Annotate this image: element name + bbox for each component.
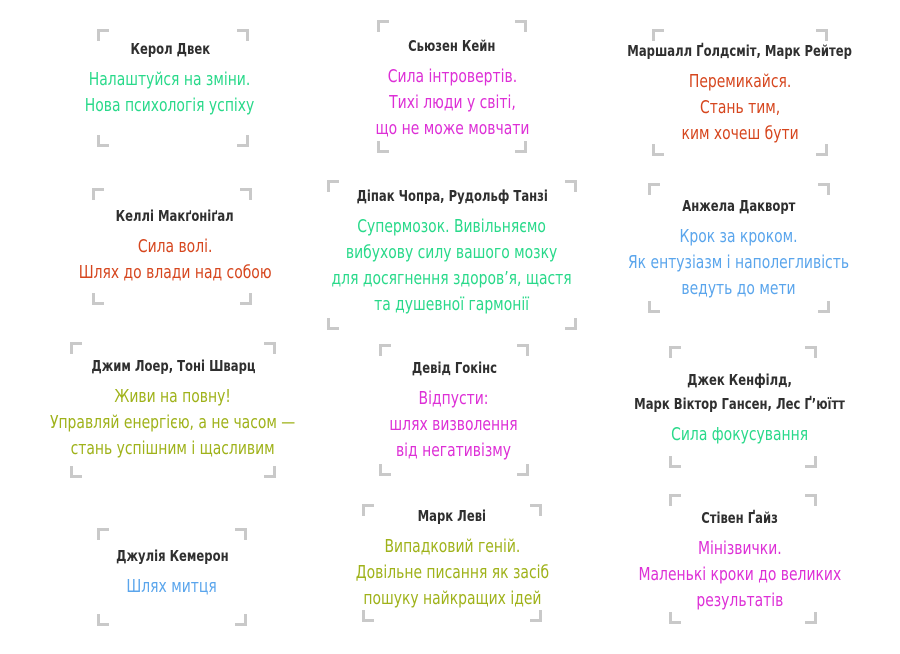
corner-mark-icon — [92, 293, 104, 305]
book-title: Крок за кроком. Як ентузіазм і наполегливість ведуть до мети — [628, 225, 850, 299]
book-author: Стівен Ґайз — [701, 508, 779, 527]
corner-mark-icon — [669, 612, 681, 624]
book-title: Відпусти: шлях визволення від негативізму — [389, 387, 519, 461]
book-author: Келлі Макґоніґал — [115, 206, 235, 225]
corner-mark-icon — [805, 612, 817, 624]
book-author: Керол Двек — [130, 39, 210, 58]
book-entry-6 — [539, 198, 900, 298]
corner-mark-icon — [240, 188, 252, 200]
corner-mark-icon — [235, 614, 247, 626]
corner-mark-icon — [805, 494, 817, 506]
corner-mark-icon — [264, 342, 276, 354]
corner-mark-icon — [648, 183, 660, 195]
book-title: Сила волі. Шлях до влади над собою — [78, 235, 272, 283]
corner-mark-icon — [515, 20, 527, 32]
book-author: Девід Гокінс — [411, 358, 497, 377]
corner-mark-icon — [816, 144, 828, 156]
book-author: Діпак Чопра, Рудольф Танзі — [356, 186, 548, 205]
corner-mark-icon — [805, 456, 817, 468]
corner-mark-icon — [97, 135, 109, 147]
corner-mark-icon — [652, 144, 664, 156]
book-title: Випадковий геній. Довільне писання як засіб пошуку найкращих ідей — [355, 535, 549, 609]
corner-mark-icon — [818, 183, 830, 195]
corner-mark-icon — [669, 346, 681, 358]
book-author: Анжела Дакворт — [682, 196, 796, 215]
book-title: Мінізвички. Маленькі кроки до великих результатів — [638, 537, 842, 611]
corner-mark-icon — [377, 141, 389, 153]
book-title: Налаштуйся на зміни. Нова психологія успіху — [85, 68, 255, 116]
corner-mark-icon — [515, 141, 527, 153]
book-title: Перемикайся. Стань тим, ким хочеш бути — [681, 70, 799, 144]
book-author: Джек Кенфілд, Марк Віктор Гансен, Лес Ґ’юїтт — [634, 370, 846, 413]
corner-mark-icon — [517, 464, 529, 476]
corner-mark-icon — [530, 610, 542, 622]
corner-mark-icon — [264, 466, 276, 478]
book-title: Супермозок. Вивільняємо вибухову силу вашого мозку для досягнення здоров’я, щастя та душевної гармонії — [331, 215, 573, 315]
corner-mark-icon — [327, 318, 339, 330]
corner-mark-icon — [565, 318, 577, 330]
book-entry-9 — [540, 365, 900, 450]
book-author: Маршалл Ґолдсміт, Марк Рейтер — [627, 41, 853, 60]
corner-mark-icon — [379, 344, 391, 356]
book-title: Сила фокусування — [671, 423, 809, 445]
book-author: Марк Леві — [417, 506, 487, 525]
corner-mark-icon — [648, 301, 660, 313]
corner-mark-icon — [97, 614, 109, 626]
book-author: Джим Лоер, Тоні Шварц — [90, 356, 256, 375]
corner-mark-icon — [362, 610, 374, 622]
corner-mark-icon — [92, 188, 104, 200]
corner-mark-icon — [70, 466, 82, 478]
book-author: Джулія Кемерон — [115, 546, 229, 565]
corner-mark-icon — [240, 293, 252, 305]
corner-mark-icon — [669, 456, 681, 468]
corner-mark-icon — [235, 528, 247, 540]
corner-mark-icon — [517, 344, 529, 356]
book-entry-3 — [540, 43, 900, 143]
corner-mark-icon — [70, 342, 82, 354]
book-title: Сила інтровертів. Тихі люди у світі, що не може мовчати — [375, 65, 529, 139]
corner-mark-icon — [377, 20, 389, 32]
corner-mark-icon — [805, 346, 817, 358]
book-title: Живи на повну! Управляй енергією, а не часом — стань успішним і щасливим — [50, 385, 296, 459]
corner-mark-icon — [97, 528, 109, 540]
corner-mark-icon — [237, 135, 249, 147]
book-title: Шлях митця — [126, 575, 218, 597]
book-entry-12 — [540, 510, 900, 610]
corner-mark-icon — [669, 494, 681, 506]
book-author: Сьюзен Кейн — [408, 36, 496, 55]
corner-mark-icon — [818, 301, 830, 313]
corner-mark-icon — [379, 464, 391, 476]
